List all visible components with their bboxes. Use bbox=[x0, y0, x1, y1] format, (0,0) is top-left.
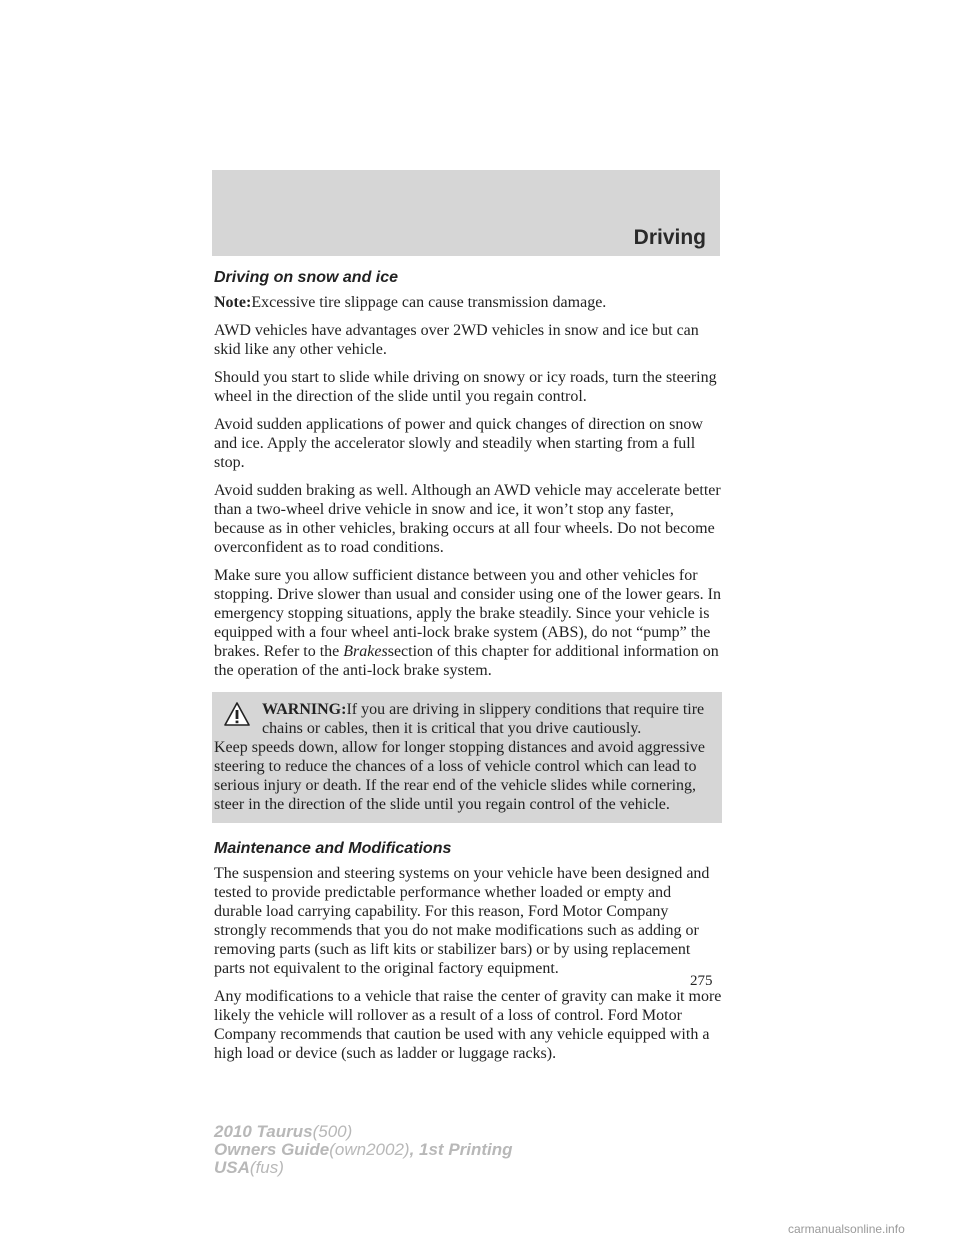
header-band bbox=[212, 170, 720, 256]
paragraph-suspension: The suspension and steering systems on your vehicle have been designed and tested to provide predictable performance whether loaded or empty and durable load carrying capability. For this reason, Ford Motor Company strongly recommends that you do not make modifications such as adding or removing parts (such as lift kits or stabilizer bars) or by using replacement parts not equivalent to the original factory equipment. bbox=[214, 865, 710, 977]
footer-model: 2010 Taurus bbox=[214, 1122, 313, 1141]
brakes-reference: Brakes bbox=[343, 643, 388, 660]
distance-text-a: Make sure you allow sufficient distance between you and other vehicles for stopping. Drive slower than usual and consider using one of the lower gears. In emergency stopping situations, apply the brake steadily. Since your vehicle is equipped with a four wheel anti-lock brake system (ABS), do not “pump” the brakes. Refer to the bbox=[214, 567, 721, 660]
warning-first-lines bbox=[214, 700, 714, 738]
watermark-link[interactable]: carmanualsonline.info bbox=[788, 1222, 905, 1236]
footer-line-1 bbox=[214, 1123, 513, 1141]
paragraph-distance bbox=[214, 566, 722, 680]
page-content bbox=[214, 268, 722, 1072]
note-text: Excessive tire slippage can cause transmission damage. bbox=[251, 294, 607, 311]
paragraph-power: Avoid sudden applications of power and quick changes of direction on snow and ice. Apply the accelerator slowly and steadily when starting from a full stop. bbox=[214, 416, 703, 471]
page-number: 275 bbox=[690, 973, 713, 989]
footer-guide: Owners Guide bbox=[214, 1140, 330, 1159]
section-title: Driving bbox=[633, 226, 706, 249]
footer-line-3 bbox=[214, 1159, 513, 1177]
distance-text-b: section of this chapter for additional information on the operation of the anti-lock brake system. bbox=[214, 643, 719, 679]
footer-market-code: (fus) bbox=[249, 1158, 284, 1177]
footer-imprint bbox=[214, 1123, 513, 1177]
warning-triangle-icon bbox=[224, 702, 250, 726]
warning-box bbox=[212, 692, 722, 823]
note-label: Note: bbox=[214, 294, 252, 311]
warning-label: WARNING: bbox=[262, 701, 347, 718]
heading-maintenance: Maintenance and Modifications bbox=[214, 840, 452, 857]
warning-text-1: If you are driving in slippery conditions that require tire chains or cables, then it is critical that you drive cautiously. bbox=[262, 701, 705, 737]
paragraph-awd: AWD vehicles have advantages over 2WD vehicles in snow and ice but can skid like any other vehicle. bbox=[214, 322, 699, 358]
paragraph-modifications: Any modifications to a vehicle that raise the center of gravity can make it more likely the vehicle will rollover as a result of a loss of control. Ford Motor Company recommends that caution be used with any vehicle equipped with a high load or device (such as ladder or luggage racks). bbox=[214, 988, 722, 1062]
footer-guide-code: (own2002) bbox=[329, 1140, 410, 1159]
footer-market: USA bbox=[214, 1158, 250, 1177]
footer-line-2 bbox=[214, 1141, 513, 1159]
heading-snow-ice: Driving on snow and ice bbox=[214, 269, 399, 286]
warning-text-2: Keep speeds down, allow for longer stopping distances and avoid aggressive steering to reduce the chances of a loss of vehicle control which can lead to serious injury or death. If the rear end of the vehicle slides while cornering, steer in the direction of the slide until you regain control of the vehicle. bbox=[214, 739, 705, 813]
footer-model-code: (500) bbox=[312, 1122, 353, 1141]
footer-printing: , 1st Printing bbox=[409, 1140, 513, 1159]
paragraph-slide: Should you start to slide while driving on snowy or icy roads, turn the steering wheel in the direction of the slide until you regain control. bbox=[214, 369, 717, 405]
note-paragraph bbox=[214, 293, 722, 312]
paragraph-braking: Avoid sudden braking as well. Although an AWD vehicle may accelerate better than a two-wheel drive vehicle in snow and ice, it won’t stop any faster, because as in other vehicles, braking occurs at all four wheels. Do not become overconfident as to road conditions. bbox=[214, 482, 721, 556]
